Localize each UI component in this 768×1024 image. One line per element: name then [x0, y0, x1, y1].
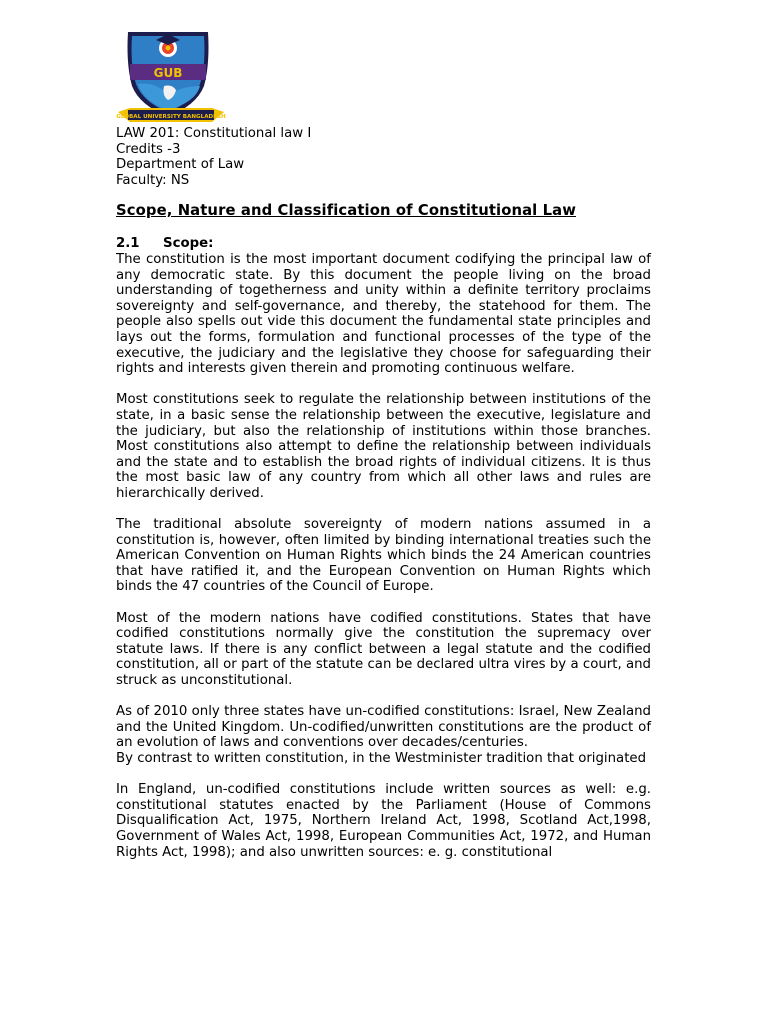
document-title: Scope, Nature and Classification of Constitutional Law: [116, 202, 576, 219]
department: Department of Law: [116, 157, 245, 173]
paragraph: By contrast to written constitution, in the Westminister tradition that originated: [116, 751, 647, 766]
logo-gub-text: GUB: [153, 66, 183, 80]
section-heading: [116, 236, 213, 251]
paragraph: The traditional absolute sovereignty of modern nations assumed in a constitution is, however, often limited by binding international treaties such the American Convention on Human Rights which binds the 24 American countries that have ratified it, and the European Convention on Human Rights which binds the 47 countries of the Council of Europe.: [116, 517, 651, 595]
paragraph: The constitution is the most important document codifying the principal law of any democratic state. By this document the people living on the broad understanding of togetherness and unity within a definite territory proclaims sovereignty and self-governance, and thereby, the statehood for them. The people also spells out vide this document the fundamental state principles and lays out the forms, formulation and functional processes of the type of the executive, the judiciary and the legislative they choose for safeguarding their rights and interests given therein and promoting continuous welfare.: [116, 252, 651, 377]
university-logo: [116, 24, 226, 128]
paragraph: Most constitutions seek to regulate the relationship between institutions of the state, in a basic sense the relationship between the executive, legislature and the judiciary, but also the relationship of institutions within those branches. Most constitutions also attempt to define the relationship between individuals and the state and to establish the broad rights of individual citizens. It is thus the most basic law of any country from which all other laws and rules are hierarchically derived.: [116, 392, 651, 501]
gub-shield-emblem: [116, 24, 226, 128]
section-number: 2.1: [116, 236, 140, 251]
section-label: Scope:: [163, 236, 214, 251]
course-code: LAW 201: Constitutional law I: [116, 126, 312, 141]
document-body: [116, 252, 651, 876]
faculty: Faculty: NS: [116, 172, 190, 188]
paragraph: Most of the modern nations have codified constitutions. States that have codified constitutions normally give the constitution the supremacy over statute laws. If there is any conflict between a legal statute and the codified constitution, all or part of the statute can be declared ultra vires by a court, and struck as unconstitutional.: [116, 610, 651, 689]
course-meta: [116, 126, 311, 188]
paragraph: In England, un-codified constitutions include written sources as well: e.g. constitutional statutes enacted by the Parliament (House of Commons Disqualification Act, 1975, Northern Ireland Act, 1998, Scotland Act,1998, Government of Wales Act, 1998, European Communities Act, 1972, and Human Rights Act, 1998); and also unwritten sources: e. g. constitutional: [116, 782, 651, 860]
course-credits: Credits -3: [116, 141, 181, 157]
logo-ribbon-text: GLOBAL UNIVERSITY BANGLADESH: [116, 114, 226, 120]
paragraph: As of 2010 only three states have un-codified constitutions: Israel, New Zealand and the United Kingdom. Un-codified/unwritten constitutions are the product of an evolution of laws and conventions over decades/centuries.: [116, 704, 651, 751]
